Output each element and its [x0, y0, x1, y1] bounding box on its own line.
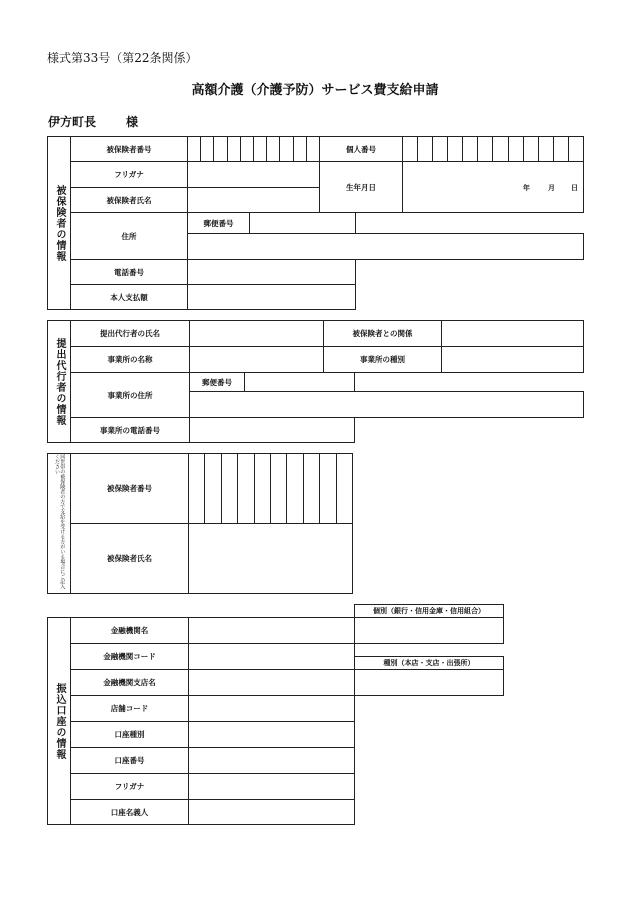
birthdate-label: 生年月日: [319, 161, 403, 213]
insured-phone-field[interactable]: [187, 259, 356, 285]
other-name-field[interactable]: [188, 523, 353, 594]
insured-address-field[interactable]: [187, 233, 584, 260]
other-name-label: 被保険者氏名: [70, 523, 189, 594]
agent-office-type-field[interactable]: [441, 346, 584, 373]
bank-section-label: 振込口座の情報: [54, 682, 65, 760]
branch-name-label: 金融機関支店名: [70, 669, 189, 696]
insured-address-label: 住所: [70, 212, 188, 260]
bank-name-label: 金融機関名: [70, 617, 189, 644]
agent-address-label: 事業所の住所: [70, 372, 190, 418]
account-furigana-field[interactable]: [188, 773, 355, 800]
insured-section-header: [47, 136, 71, 310]
agent-section-label: 提出代行者の情報: [54, 337, 65, 426]
agent-relation-label: 被保険者との関係: [323, 320, 442, 347]
agent-section-header: [47, 320, 71, 443]
account-number-label: 口座番号: [70, 747, 189, 774]
branch-code-field[interactable]: [188, 695, 355, 722]
account-type-label: 口座種別: [70, 721, 189, 748]
honorific: 様: [126, 115, 139, 129]
agent-relation-field[interactable]: [441, 320, 584, 347]
agent-office-label: 事業所の名称: [70, 346, 190, 373]
bank-code-field[interactable]: [188, 643, 355, 670]
agent-postal-field[interactable]: [244, 372, 355, 392]
page-title: 高額介護（介護予防）サービス費支給申請: [191, 83, 439, 98]
agent-office-type-label: 事業所の種別: [323, 346, 442, 373]
insured-postal-label: 郵便番号: [187, 212, 250, 234]
insured-name-label: 被保険者氏名: [70, 187, 188, 213]
other-number-label: 被保険者番号: [70, 453, 189, 524]
agent-name-label: 提出代行者の氏名: [70, 320, 190, 347]
insured-number-field[interactable]: [187, 136, 320, 162]
insured-furigana-field[interactable]: [187, 161, 320, 188]
insured-phone-label: 電話番号: [70, 259, 188, 285]
addressee: 伊方町長: [48, 115, 97, 129]
insured-section-label: 被保険者の情報: [54, 184, 65, 262]
mynumber-field[interactable]: [402, 136, 584, 162]
bank-type-field[interactable]: [354, 617, 504, 644]
other-section-label: 同世帯の被保険者の方で支給を受ける方がいる場合にご記入ください: [54, 454, 66, 589]
insured-number-label: 被保険者番号: [70, 136, 188, 162]
birth-month-unit: 月: [548, 184, 555, 192]
insured-payment-label: 本人支払額: [70, 284, 188, 310]
agent-name-field[interactable]: [189, 320, 324, 347]
bank-section-header: [47, 617, 71, 825]
form-number: 様式第33号（第22条関係）: [47, 51, 198, 65]
branch-type-field[interactable]: [354, 669, 504, 696]
account-type-field[interactable]: [188, 721, 355, 748]
agent-postal-label: 郵便番号: [189, 372, 245, 392]
mynumber-label: 個人番号: [319, 136, 403, 162]
agent-phone-label: 事業所の電話番号: [70, 417, 190, 443]
agent-phone-field[interactable]: [189, 417, 355, 443]
birth-year-unit: 年: [523, 184, 530, 192]
agent-address-field[interactable]: [189, 391, 584, 418]
insured-name-field[interactable]: [187, 187, 320, 213]
birth-day-unit: 日: [571, 184, 578, 192]
account-number-field[interactable]: [188, 747, 355, 774]
branch-name-field[interactable]: [188, 669, 355, 696]
insured-furigana-label: フリガナ: [70, 161, 188, 188]
bank-code-label: 金融機関コード: [70, 643, 189, 670]
branch-code-label: 店舗コード: [70, 695, 189, 722]
insured-postal-field[interactable]: [249, 212, 356, 234]
other-section-header: [47, 453, 71, 594]
account-holder-field[interactable]: [188, 799, 355, 825]
branch-type-note: 種別（本店・支店・出張所）: [354, 656, 504, 670]
other-number-field[interactable]: [188, 453, 353, 524]
account-holder-label: 口座名義人: [70, 799, 189, 825]
insured-payment-field[interactable]: [187, 284, 356, 310]
birthdate-field[interactable]: [402, 161, 584, 213]
bank-type-note: 個別（銀行・信用金庫・信用組合）: [354, 604, 504, 618]
account-furigana-label: フリガナ: [70, 773, 189, 800]
bank-name-field[interactable]: [188, 617, 355, 644]
agent-office-field[interactable]: [189, 346, 324, 373]
